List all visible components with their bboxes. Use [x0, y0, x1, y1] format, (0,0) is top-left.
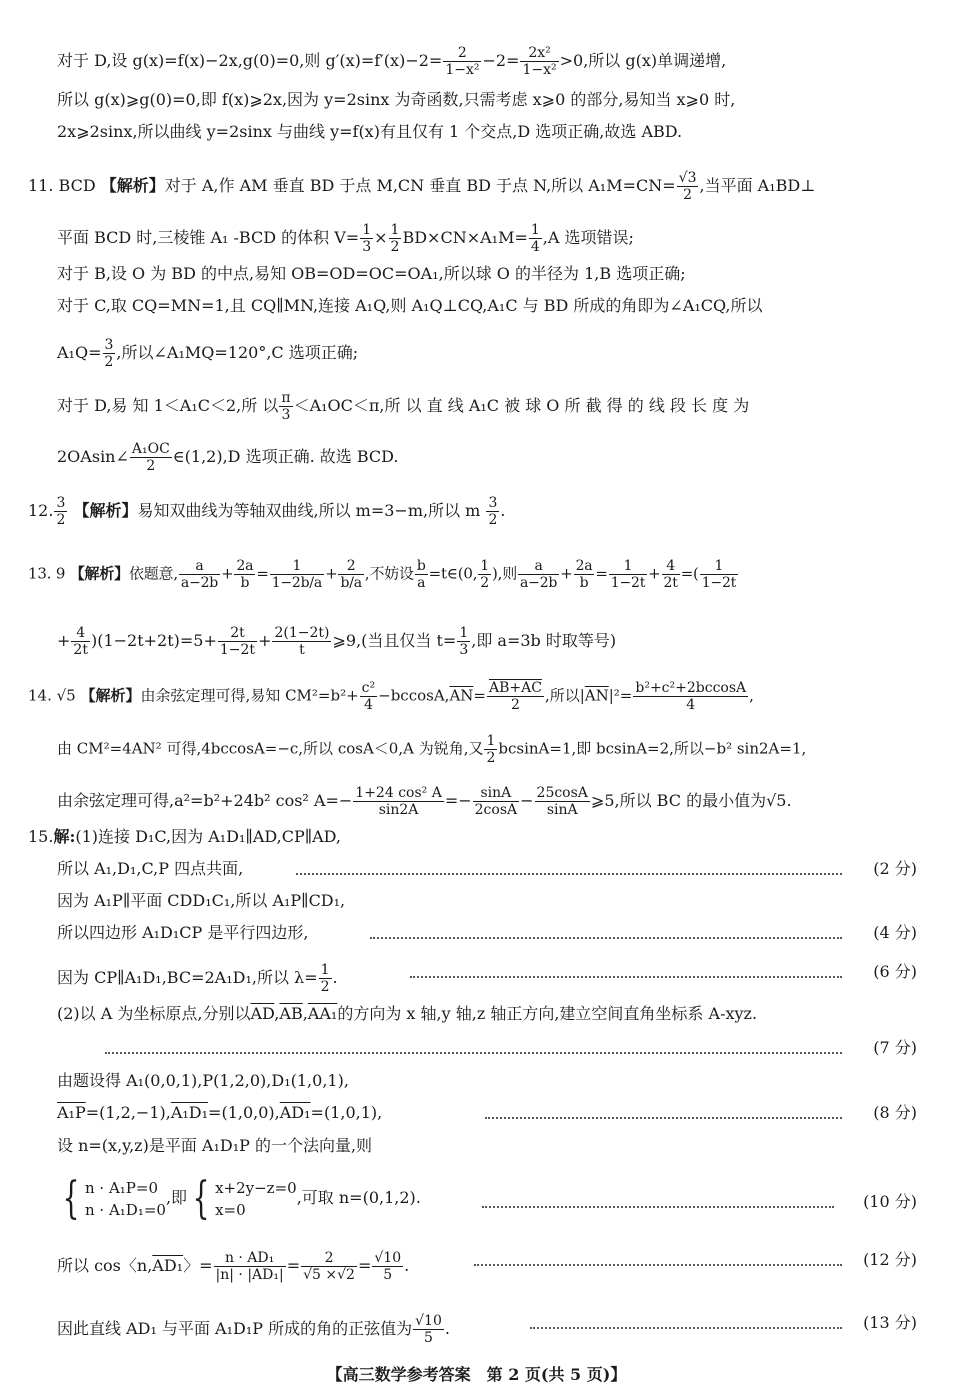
text: ),则 [492, 564, 518, 583]
text: 所以 cos〈n, [57, 1256, 153, 1275]
denominator: 4 [686, 697, 696, 713]
equation: x=0 [215, 1200, 246, 1219]
p14-line-3 [57, 785, 792, 818]
p15-line-6 [57, 1004, 757, 1024]
p14-line-1 [28, 680, 754, 713]
numerator: a [179, 558, 220, 575]
denominator: 2 [488, 512, 498, 528]
score-mark: (7 分) [873, 1038, 917, 1057]
denominator: t [299, 642, 305, 658]
denominator: 3 [459, 642, 469, 658]
numerator: 1 [700, 558, 738, 575]
text: 〉= [183, 1256, 213, 1275]
numerator: 1+24 cos² A [355, 785, 442, 801]
equation-system [85, 1177, 166, 1221]
score-mark: (4 分) [873, 923, 917, 942]
text: −2= [482, 51, 520, 70]
text: 易知双曲线为等轴双曲线,所以 m=3−m,所以 m [137, 501, 481, 520]
numerator: 2a [236, 558, 254, 574]
numerator: 1 [609, 558, 647, 575]
text: >0,所以 g(x)单调递增, [559, 51, 727, 70]
p10-line-1 [57, 45, 726, 78]
numerator: A₁OC [131, 441, 170, 457]
text: ,即 a=3b 时取等号) [471, 631, 617, 650]
equation: n · A₁P=0 [85, 1178, 159, 1197]
text: −bccosA, [378, 686, 450, 705]
text: ⩾5,所以 BC 的最小值为√5. [590, 791, 792, 810]
p11-line-3: 对于 B,设 O 为 BD 的中点,易知 OB=OD=OC=OA₁,所以球 O 的半径为 1,B 选项正确; [57, 264, 686, 283]
text: 的方向为 x 轴,y 轴,z 轴正方向,建立空间直角坐标系 A-xyz. [337, 1004, 758, 1023]
analysis-tag: 【解析】 [100, 176, 165, 195]
vector: AD₁ [152, 1256, 184, 1275]
fraction [279, 390, 292, 423]
fraction [360, 222, 373, 255]
denominator: 1−x² [522, 62, 557, 78]
numerator: c² [361, 680, 376, 696]
text: , [302, 1004, 308, 1023]
text: ,所以| [544, 686, 585, 705]
numerator: 1 [480, 558, 489, 574]
solution-tag: 解: [53, 827, 76, 846]
fraction [677, 170, 699, 203]
text: + [648, 564, 661, 583]
analysis-tag: 【解析】 [80, 686, 141, 705]
text: 对于 A,作 AM 垂直 BD 于点 M,CN 垂直 BD 于点 N,所以 A₁M=CN= [164, 176, 676, 195]
p15-line-10 [57, 1172, 421, 1224]
text: =− [444, 791, 472, 810]
problem-number: 11. BCD [28, 176, 96, 195]
leader-dots [370, 937, 842, 939]
numerator: b²+c²+2bccosA [635, 680, 747, 696]
numerator: 2 [338, 558, 363, 575]
text: (2)以 A 为坐标原点,分别以 [57, 1004, 251, 1023]
numerator: 2 [443, 45, 481, 62]
denominator: 1−x² [445, 62, 480, 78]
text: 对于 D,易 知 1＜A₁C＜2,所 以 [57, 396, 279, 415]
denominator: 2 [56, 512, 66, 528]
fraction [529, 222, 542, 255]
text: . [404, 1256, 410, 1275]
numerator: 1 [486, 733, 496, 749]
numerator: √10 [374, 1250, 402, 1266]
denominator: b/a [340, 575, 362, 591]
denominator: 2 [511, 697, 520, 713]
fraction [473, 785, 519, 818]
fraction [574, 558, 595, 591]
fraction [130, 441, 172, 474]
denominator: 2 [486, 750, 496, 766]
denominator: √5 ×√2 [303, 1267, 355, 1283]
text: + [57, 631, 71, 650]
denominator: 1−2b/a [271, 575, 323, 591]
fraction [535, 785, 590, 818]
leader-dots [296, 873, 842, 875]
denominator: 4 [530, 239, 540, 255]
text: + [221, 564, 234, 583]
denominator: 2 [683, 187, 693, 203]
numerator: sinA [473, 785, 519, 802]
denominator: 2t [73, 642, 88, 658]
fraction [633, 680, 748, 713]
fraction [700, 558, 738, 591]
score-mark: (13 分) [863, 1313, 917, 1332]
text: ＜A₁OC＜π,所 以 直 线 A₁C 被 球 O 所 截 得 的 线 段 长 度 为 [293, 396, 750, 415]
text: =t∈(0, [428, 564, 478, 583]
equation: x+2y−z=0 [215, 1178, 297, 1197]
numerator: √10 [415, 1313, 442, 1329]
numerator: 1 [459, 625, 469, 641]
denominator: 5 [424, 1330, 433, 1346]
text: =(1,0,0), [208, 1103, 280, 1122]
leader-dots [482, 1206, 834, 1208]
score-mark: (2 分) [873, 859, 917, 878]
leader-dots [485, 1117, 842, 1119]
fraction [179, 558, 220, 591]
problem-number: 14. √5 [28, 686, 76, 705]
numerator: 2(1−2t) [274, 625, 330, 641]
text: 依题意, [128, 564, 178, 583]
fraction [478, 558, 491, 591]
text: = [357, 1256, 372, 1275]
numerator: 1 [362, 222, 372, 238]
text: ,可取 n=(0,1,2). [296, 1188, 421, 1207]
fraction [103, 337, 116, 370]
text: , [274, 1004, 280, 1023]
page-footer: 【高三数学参考答案 第 2 页(共 5 页)】 [326, 1365, 627, 1384]
fraction [443, 45, 481, 78]
score-mark: (10 分) [863, 1192, 917, 1211]
fraction [518, 558, 559, 591]
denominator: 2 [104, 354, 114, 370]
text: 因此直线 AD₁ 与平面 A₁D₁P 所成的角的正弦值为 [57, 1319, 413, 1338]
p11-line-4: 对于 C,取 CQ=MN=1,且 CQ∥MN,连接 A₁Q,则 A₁Q⊥CQ,A₁C 与 BD 所成的角即为∠A₁CQ,所以 [57, 296, 763, 315]
text: ⩾9,(当且仅当 t= [332, 631, 457, 650]
fraction [338, 558, 363, 591]
vector: AA₁ [307, 1004, 338, 1023]
fraction [54, 495, 67, 528]
numerator: n · AD₁ [214, 1250, 286, 1267]
numerator: 3 [56, 495, 66, 511]
p11-line-6 [57, 390, 749, 423]
numerator: π [281, 390, 291, 406]
text: ,不妨设 [364, 564, 414, 583]
score-mark: (12 分) [863, 1250, 917, 1269]
p15-line-4: 所以四边形 A₁D₁CP 是平行四边形, [57, 923, 309, 942]
text: ,A 选项错误; [542, 228, 634, 247]
text: − [520, 791, 534, 810]
leader-dots [474, 1264, 842, 1266]
p15-line-1 [28, 827, 341, 847]
fraction [319, 962, 332, 995]
fraction [71, 625, 90, 658]
denominator: 5 [383, 1267, 393, 1283]
numerator: b [416, 558, 426, 574]
numerator: 2t [218, 625, 257, 642]
text: )(1−2t+2t)=5+ [90, 631, 217, 650]
vector: A₁P [57, 1103, 86, 1122]
fraction [353, 785, 444, 818]
numerator: 3 [488, 495, 498, 511]
text: , [749, 686, 754, 705]
p15-line-7: 由题设得 A₁(0,0,1),P(1,2,0),D₁(1,0,1), [57, 1071, 349, 1090]
denominator: 2 [146, 458, 156, 474]
p13-line-2 [57, 625, 616, 658]
text: × [374, 228, 388, 247]
numerator: 1 [270, 558, 324, 575]
text: = [595, 564, 608, 583]
leader-dots [410, 976, 842, 978]
text: + [560, 564, 573, 583]
denominator: 3 [281, 407, 291, 423]
numerator: √3 [678, 170, 697, 186]
text: 由余弦定理可得,a²=b²+24b² cos² A=− [57, 791, 353, 810]
fraction [520, 45, 558, 78]
numerator: 1 [320, 962, 330, 978]
text: 平面 BCD 时,三棱锥 A₁ -BCD 的体积 V= [57, 228, 360, 247]
denominator: 2cosA [474, 802, 518, 818]
brace-icon: { [62, 1172, 80, 1224]
fraction [272, 625, 331, 658]
fraction [301, 1250, 357, 1283]
text: 由 CM²=4AN² 可得,4bccosA=−c,所以 cosA＜0,A 为锐角,又 [57, 739, 484, 758]
numerator: 4 [71, 625, 90, 642]
denominator: 4 [363, 697, 373, 713]
p11-line-2 [57, 222, 634, 255]
fraction [662, 558, 680, 591]
fraction [487, 680, 544, 713]
p15-line-5 [57, 962, 338, 995]
denominator: 3 [362, 239, 372, 255]
denominator: 2t [663, 575, 678, 591]
fraction [486, 495, 499, 528]
denominator: 1−2t [219, 642, 256, 658]
denominator: a [417, 575, 426, 591]
fraction [270, 558, 324, 591]
text: 因为 CP∥A₁D₁,BC=2A₁D₁,所以 λ= [57, 968, 318, 987]
vector: A₁D₁ [170, 1103, 209, 1122]
fraction [457, 625, 470, 658]
denominator: 1−2t [610, 575, 646, 591]
text: ,即 [165, 1188, 188, 1207]
p11-line-7 [57, 441, 399, 474]
text: =(1,2,−1), [85, 1103, 171, 1122]
text: A₁Q= [57, 343, 102, 362]
equation: n · A₁D₁=0 [85, 1200, 166, 1219]
p15-line-3: 因为 A₁P∥平面 CDD₁C₁,所以 A₁P∥CD₁, [57, 891, 346, 910]
denominator: b [579, 575, 589, 591]
numerator: 4 [662, 558, 680, 575]
vector: $\overline{AD}$ [250, 1004, 275, 1023]
denominator: 2 [480, 575, 489, 591]
p15-line-8 [57, 1103, 382, 1123]
text: BD×CN×A₁M= [402, 228, 528, 247]
p13-line-1 [28, 558, 739, 591]
denominator: a−2b [180, 575, 219, 591]
leader-dots [530, 1327, 842, 1329]
vector: $\overline{AN}$ [449, 686, 474, 705]
numerator: 3 [104, 337, 114, 353]
text: 2OAsin∠ [57, 447, 129, 466]
score-mark: (6 分) [873, 962, 917, 981]
text: =(1,0,1), [310, 1103, 383, 1122]
numerator: 2a [575, 558, 593, 574]
denominator: 1−2t [701, 575, 737, 591]
numerator: AB+AC [488, 680, 542, 696]
text: . [500, 501, 506, 520]
fraction [484, 733, 497, 766]
p15-line-9: 设 n=(x,y,z)是平面 A₁D₁P 的一个法向量,则 [57, 1136, 373, 1155]
fraction [214, 1250, 286, 1283]
text: + [258, 631, 272, 650]
leader-dots [105, 1052, 842, 1054]
numerator: 2x² [520, 45, 558, 62]
p14-line-2 [57, 733, 806, 766]
text: bcsinA=1,即 bcsinA=2,所以−b² sin2A=1, [498, 739, 807, 758]
fraction [360, 680, 377, 713]
denominator: a−2b [520, 575, 558, 591]
p11-line-5 [57, 337, 358, 370]
text: =( [680, 564, 699, 583]
fraction [609, 558, 647, 591]
fraction [389, 222, 402, 255]
numerator: 2 [301, 1250, 357, 1267]
analysis-tag: 【解析】 [73, 501, 138, 520]
text: 对于 D,设 g(x)=f(x)−2x,g(0)=0,则 g′(x)=f′(x)−2= [57, 51, 443, 70]
text: = [286, 1256, 301, 1275]
denominator: b [240, 575, 250, 591]
text: 由余弦定理可得,易知 CM²=b²+ [140, 686, 359, 705]
problem-number: 12. [28, 501, 54, 520]
vector: $\overline{AN}$ [584, 686, 609, 705]
text: = [256, 564, 269, 583]
text: . [444, 1319, 450, 1338]
text: ,所以∠A₁MQ=120°,C 选项正确; [116, 343, 359, 362]
score-mark: (8 分) [873, 1103, 917, 1122]
text: ,当平面 A₁BD⊥ [699, 176, 816, 195]
fraction [415, 558, 428, 591]
text: (1)连接 D₁C,因为 A₁D₁∥AD,CP∥AD, [75, 827, 342, 846]
fraction [234, 558, 255, 591]
p15-line-11 [57, 1250, 409, 1283]
p10-line-2: 所以 g(x)⩾g(0)=0,即 f(x)⩾2x,因为 y=2sinx 为奇函数,只需考虑 x⩾0 的部分,易知当 x⩾0 时, [57, 90, 736, 109]
text: = [473, 686, 486, 705]
text: . [332, 968, 338, 987]
vector: AD₁ [279, 1103, 311, 1122]
text: + [325, 564, 338, 583]
fraction [218, 625, 257, 658]
equation-system [215, 1177, 297, 1221]
numerator: a [518, 558, 559, 575]
text: ∈(1,2),D 选项正确. 故选 BCD. [172, 447, 399, 466]
denominator: sinA [546, 802, 578, 818]
p12-line-1 [28, 495, 505, 528]
denominator: 2 [390, 239, 400, 255]
p15-line-2: 所以 A₁,D₁,C,P 四点共面, [57, 859, 244, 878]
vector: $\overline{AB}$ [279, 1004, 303, 1023]
p11-line-1 [28, 170, 815, 203]
denominator: |n| · |AD₁| [215, 1267, 284, 1283]
text: |²= [608, 686, 633, 705]
fraction [413, 1313, 444, 1346]
p15-line-12 [57, 1313, 450, 1346]
denominator: 2 [320, 979, 330, 995]
fraction [372, 1250, 403, 1283]
problem-number: 13. 9 [28, 564, 66, 583]
denominator: sin2A [378, 802, 419, 818]
numerator: 1 [530, 222, 540, 238]
analysis-tag: 【解析】 [69, 564, 129, 583]
problem-number: 15. [28, 827, 54, 846]
p10-line-3: 2x⩾2sinx,所以曲线 y=2sinx 与曲线 y=f(x)有且仅有 1 个交点,D 选项正确,故选 ABD. [57, 122, 683, 141]
numerator: 1 [390, 222, 400, 238]
brace-icon: { [192, 1172, 210, 1224]
numerator: 25cosA [536, 785, 588, 801]
